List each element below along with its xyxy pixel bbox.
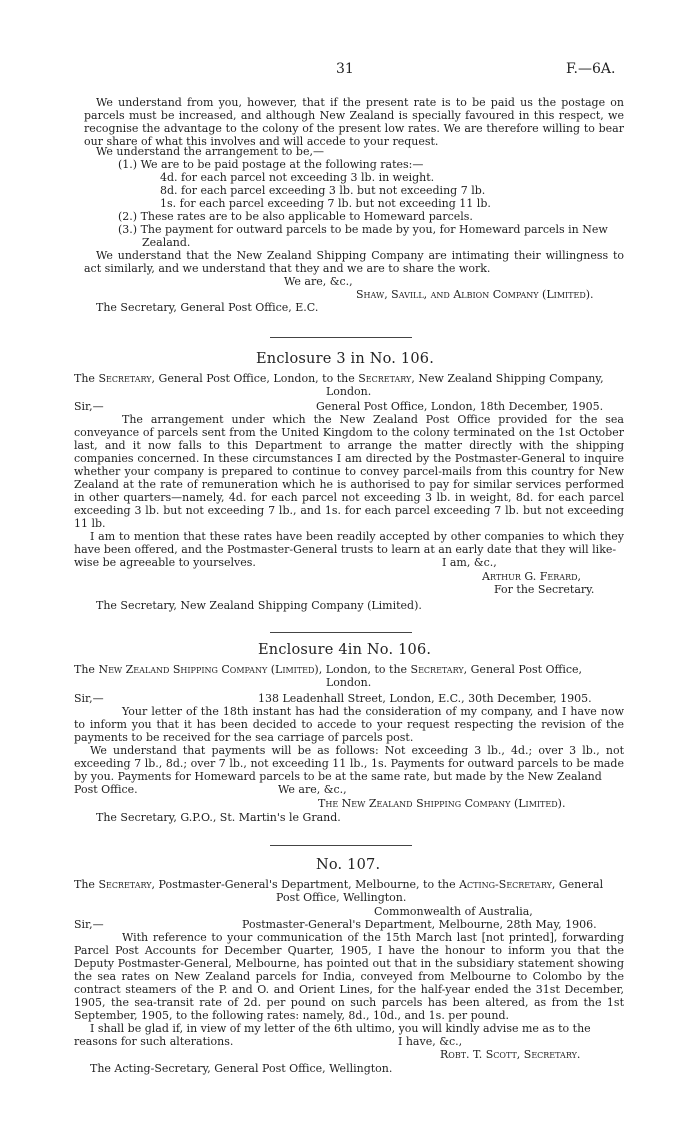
enclosure3-route-city: London. [326,385,372,398]
letter1-item-1: (1.) We are to be paid postage at the following rates:— [118,158,424,171]
letter1-rate-a: 4d. for each parcel not exceeding 3 lb. in weight. [160,171,435,184]
enclosure4-paragraph-1: Your letter of the 18th instant has had the consideration of my company, and I have now to inform you that it has been decided to accede to your request respecting the revision of the payments to be received for the sea carriage of parcels post. [74,705,624,744]
letter1-item-3-continued: Zealand. [142,236,191,249]
enclosure3-route-sender: Secretary [98,372,152,385]
letter1-paragraph-1: We understand from you, however, that if the present rate is to be paid us the postage on parcels must be increased, and although New Zealand is specially favoured in this respect, we recognise the advantage to the colony of the present low rates. We are therefore willing to bear our share of what this involves and will accede to your request. [84,96,624,148]
letter1-item-3: (3.) The payment for outward parcels to be made by you, for Homeward parcels in New [118,223,608,236]
enclosure3-salutation: Sir,— [74,400,104,413]
no107-route-office: Post Office, Wellington. [276,891,407,904]
enclosure3-signature-title: For the Secretary. [494,583,595,596]
section-divider-2 [270,632,412,633]
no107-closing: I have, &c., [398,1035,463,1048]
enclosure3-route-recipient: Secretary [358,372,412,385]
no107-route-line [74,878,603,892]
enclosure4-closing: We are, &c., [278,783,347,796]
page-number: 31 [336,61,354,77]
enclosure4-paragraph-2: We understand that payments will be as follows: Not exceeding 3 lb., 4d.; over 3 lb., not exceeding 7 lb., 8d.; over 7 lb., not exceeding 11 lb., 1s. Payments for outward parcels to be made by you. Payments for Homeward parcels to be at the same rate, but made by the New Zealand [74,744,624,783]
enclosure4-paragraph-2-end: Post Office. [74,783,138,796]
enclosure4-place-date: 138 Leadenhall Street, London, E.C., 30th December, 1905. [258,692,592,705]
enclosure4-signature: The New Zealand Shipping Company (Limited). [318,797,566,810]
enclosure4-route-sender-city: , London, to the [318,663,408,676]
enclosure3-paragraph-1: The arrangement under which the New Zealand Post Office provided for the sea conveyance of parcels sent from the United Kingdom to the colony terminated on the 1st October last, and it now falls to this Department to arrange the matter directly with the shipping companies concerned. In these circumstances I am directed by the Postmaster-General to inquire whether your company is prepared to continue to convey parcel-mails from this country for New Zealand at the rate of remuneration which he is authorised to pay for similar services performed in other quarters—namely, 4d. for each parcel not exceeding 3 lb. in weight, 8d. for each parcel exceeding 3 lb. but not exceeding 7 lb., and 1s. for each parcel exceeding 7 lb. but not exceeding 11 lb. [74,413,624,530]
enclosure4-salutation: Sir,— [74,692,104,705]
enclosure4-heading: Enclosure 4in No. 106. [258,642,432,658]
enclosure3-signature: Arthur G. Ferard, [482,570,581,583]
enclosure3-paragraph-2: I am to mention that these rates have been readily accepted by other companies to which they have been offered, and the Postmaster-General trusts to learn at an early date that they will like- [74,530,624,556]
letter1-item-2: (2.) These rates are to be also applicable to Homeward parcels. [118,210,473,223]
enclosure3-route-recipient-office: , New Zealand Shipping Company, [411,372,604,385]
no107-route-the: The [74,878,95,891]
section-divider-3 [270,845,412,846]
letter1-rate-b: 8d. for each parcel exceeding 3 lb. but not exceeding 7 lb. [160,184,486,197]
document-code: F.—6A. [566,61,616,77]
enclosure3-place-date: General Post Office, London, 18th December, 1905. [316,400,604,413]
enclosure4-route-recipient-office: , General Post Office, [463,663,583,676]
enclosure4-route-sender: New Zealand Shipping Company (Limited) [98,663,319,676]
enclosure3-route-the: The [74,372,95,385]
no107-route-sender-office: , Postmaster-General's Department, Melbourne, to the [151,878,456,891]
enclosure4-route-line [74,663,582,677]
no107-place-date: Postmaster-General's Department, Melbourne, 28th May, 1906. [242,918,597,931]
no107-salutation: Sir,— [74,918,104,931]
no107-heading: No. 107. [316,857,381,873]
no107-paragraph-2: I shall be glad if, in view of my letter of the 6th ultimo, you will kindly advise me as to the [90,1022,591,1035]
letter1-paragraph-3: We understand that the New Zealand Shipping Company are intimating their willingness to act similarly, and we understand that they and we are to share the work. [84,249,624,275]
letter1-rate-c: 1s. for each parcel exceeding 7 lb. but not exceeding 11 lb. [160,197,491,210]
enclosure3-route-sender-office: , General Post Office, London, to the [151,372,355,385]
enclosure3-addressee: The Secretary, New Zealand Shipping Company (Limited). [96,599,422,612]
no107-route-recipient: Acting-Secretary [459,878,552,891]
enclosure3-closing: I am, &c., [442,556,497,569]
no107-addressee: The Acting-Secretary, General Post Office, Wellington. [90,1062,393,1075]
enclosure4-addressee: The Secretary, G.P.O., St. Martin's le Grand. [96,811,341,824]
letter1-closing: We are, &c., [284,275,353,288]
section-divider-1 [270,337,412,338]
no107-signature: Robt. T. Scott, Secretary. [440,1048,581,1061]
enclosure4-route-recipient: Secretary [410,663,464,676]
letter1-signature: Shaw, Savill, and Albion Company (Limited). [356,288,594,301]
enclosure3-paragraph-2-end: wise be agreeable to yourselves. [74,556,256,569]
enclosure4-route-the: The [74,663,95,676]
enclosure3-heading: Enclosure 3 in No. 106. [256,351,434,367]
enclosure4-route-city: London. [326,676,372,689]
letter1-addressee: The Secretary, General Post Office, E.C. [96,301,319,314]
no107-route-recipient-office: , General [551,878,604,891]
no107-paragraph-1: With reference to your communication of the 15th March last [not printed], forwarding Parcel Post Accounts for December Quarter, 1905, I have the honour to inform you that the Deputy Postmaster-General, Melbourne, has pointed out that in the subsidiary statement showing the sea rates on New Zealand parcels for India, conveyed from Melbourne to Colombo by the contract steamers of the P. and O. and Orient Lines, for the half-year ended the 31st December, 1905, the sea-transit rate of 2d. per pound on such parcels has been altered, as from the 1st September, 1905, to the following rates: namely, 8d., 10d., and 1s. per pound. [74,931,624,1022]
no107-route-sender: Secretary [98,878,152,891]
no107-paragraph-2-end: reasons for such alterations. [74,1035,234,1048]
no107-place-line-1: Commonwealth of Australia, [374,905,533,918]
enclosure3-route-line [74,372,604,386]
letter1-paragraph-2: We understand the arrangement to be,— [96,145,324,158]
